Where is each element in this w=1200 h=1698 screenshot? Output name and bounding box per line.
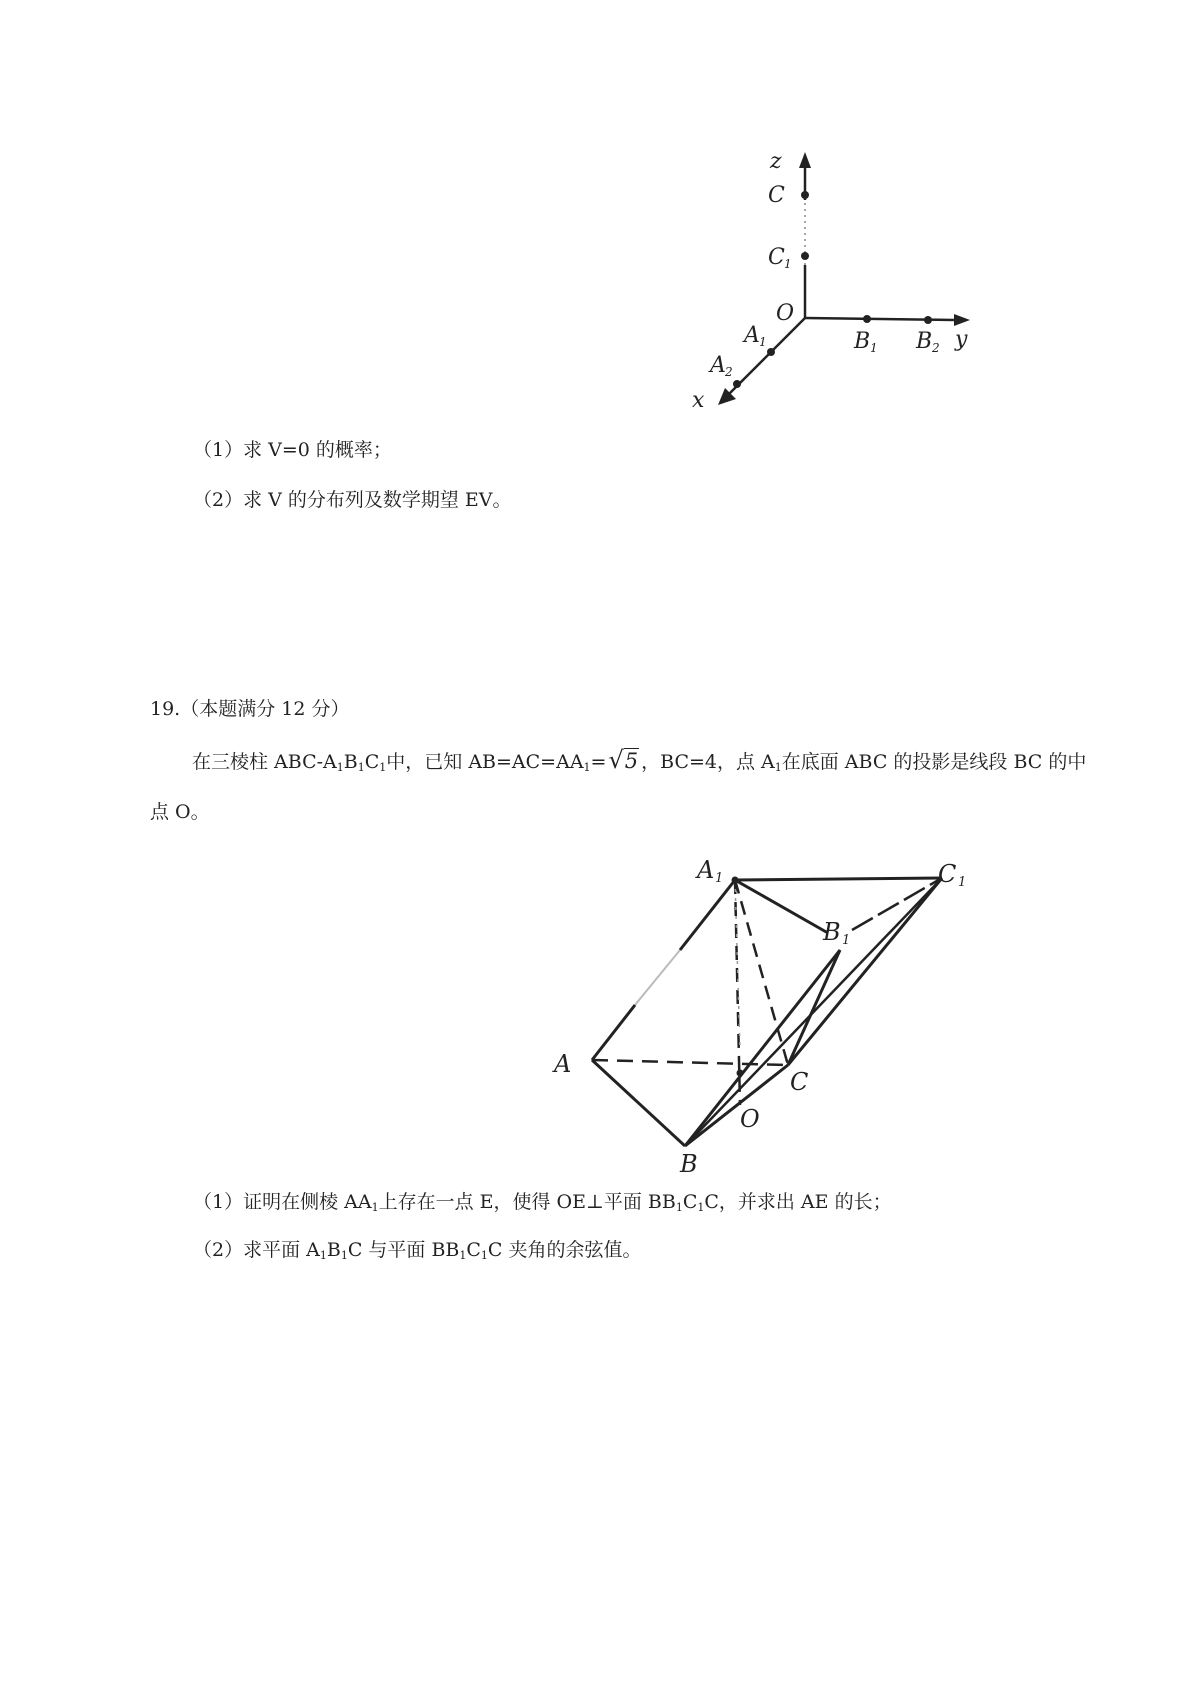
point-C1 xyxy=(801,252,809,260)
label-A2-sub: 2 xyxy=(725,365,733,379)
q19-part2-b: B xyxy=(326,1239,341,1261)
label-A1-sub: 1 xyxy=(715,871,724,886)
q19-sub: 1 xyxy=(340,1249,348,1262)
edge-AB xyxy=(592,1060,685,1146)
q19-sub: 1 xyxy=(583,761,591,774)
label-A: A xyxy=(554,1050,572,1078)
point-B2 xyxy=(924,316,932,324)
label-C1-sub: 1 xyxy=(958,875,967,890)
q19-stem-g: 在底面 ABC 的投影是线段 BC 的中 xyxy=(781,751,1087,773)
edge-A1C xyxy=(735,880,788,1065)
label-C: C xyxy=(790,1068,809,1096)
edge-AC xyxy=(592,1060,788,1065)
q19-part1 xyxy=(193,1190,892,1220)
q19-sub: 1 xyxy=(697,1201,705,1214)
q18-part2: （2）求 V 的分布列及数学期望 EV。 xyxy=(193,489,512,511)
label-C1: C xyxy=(938,860,957,888)
label-B1: B xyxy=(854,329,871,354)
q19-stem-b: B xyxy=(343,751,358,773)
point-A2 xyxy=(733,380,741,388)
point-C xyxy=(801,191,809,199)
prism-figure xyxy=(540,850,1010,1180)
q19-part1-d: C，并求出 AE 的长； xyxy=(704,1191,892,1213)
label-B2: B xyxy=(916,329,933,354)
label-B1: B xyxy=(823,918,841,946)
label-A2: A xyxy=(710,353,726,378)
q19-stem-line1 xyxy=(192,748,1086,780)
point-O xyxy=(737,1070,744,1077)
coordinate-axes-figure xyxy=(680,140,1000,450)
q19-sub: 1 xyxy=(371,1201,379,1214)
radical-sign: √ xyxy=(608,746,624,774)
y-axis-arrow xyxy=(954,314,970,326)
point-A1 xyxy=(767,348,775,356)
q19-sub: 1 xyxy=(774,761,782,774)
point-B1 xyxy=(863,315,871,323)
radicand: 5 xyxy=(624,749,639,773)
edge-AA1-top xyxy=(680,880,735,950)
point-A1 xyxy=(732,877,739,884)
q19-part2-d: C xyxy=(466,1239,481,1261)
label-B: B xyxy=(680,1150,698,1178)
sqrt-expression xyxy=(608,748,639,774)
q19-stem-a: 在三棱柱 ABC-A xyxy=(192,751,337,773)
label-y: y xyxy=(955,327,968,352)
q19-part1-b: 上存在一点 E，使得 OE⊥平面 BB xyxy=(378,1191,676,1213)
q19-part2-a: （2）求平面 A xyxy=(193,1239,320,1261)
y-axis xyxy=(805,318,955,320)
q19-part1-c: C xyxy=(682,1191,698,1213)
q19-part1-a: （1）证明在侧棱 AA xyxy=(193,1191,372,1213)
q19-part2-e: C 夹角的余弦值。 xyxy=(487,1239,642,1261)
label-A1: A xyxy=(697,856,715,884)
q19-stem-f: ，BC=4，点 A xyxy=(641,751,775,773)
label-C: C xyxy=(768,183,785,208)
label-A1: A xyxy=(744,323,760,348)
label-C1-sub: 1 xyxy=(784,257,792,271)
q19-sub: 1 xyxy=(336,761,344,774)
label-x: x xyxy=(692,388,705,413)
q19-part2 xyxy=(193,1238,642,1268)
q19-sub: 1 xyxy=(357,761,365,774)
label-B1-sub: 1 xyxy=(842,933,851,948)
edge-A1C1 xyxy=(735,878,942,880)
label-z: z xyxy=(770,149,782,174)
z-axis-arrow xyxy=(799,152,811,168)
label-O: O xyxy=(740,1105,760,1133)
q19-sub: 1 xyxy=(379,761,387,774)
edge-BB1 xyxy=(685,950,840,1146)
edge-AA1-bottom xyxy=(592,1005,635,1060)
q19-sub: 1 xyxy=(480,1249,488,1262)
q19-stem-e: = xyxy=(590,751,607,773)
q19-header: 19.（本题满分 12 分） xyxy=(150,698,350,720)
edge-BC xyxy=(685,1065,788,1146)
q19-sub: 1 xyxy=(459,1249,467,1262)
edge-AA1-faded xyxy=(635,950,680,1005)
label-B2-sub: 2 xyxy=(932,341,940,355)
q19-sub: 1 xyxy=(319,1249,327,1262)
edge-B1C1 xyxy=(852,878,942,930)
q19-stem-c: C xyxy=(364,751,380,773)
q19-part2-c: C 与平面 BB xyxy=(347,1239,460,1261)
q18-part1: （1）求 V=0 的概率； xyxy=(193,439,392,461)
label-A1-sub: 1 xyxy=(759,335,767,349)
q19-sub: 1 xyxy=(675,1201,683,1214)
label-O: O xyxy=(776,301,795,326)
edge-CC1 xyxy=(788,878,942,1065)
label-B1-sub: 1 xyxy=(870,341,878,355)
q19-stem-d: 中，已知 AB=AC=AA xyxy=(386,751,584,773)
label-C1: C xyxy=(768,245,785,270)
q19-stem-line2: 点 O。 xyxy=(150,801,210,823)
edge-BC1 xyxy=(685,878,942,1146)
